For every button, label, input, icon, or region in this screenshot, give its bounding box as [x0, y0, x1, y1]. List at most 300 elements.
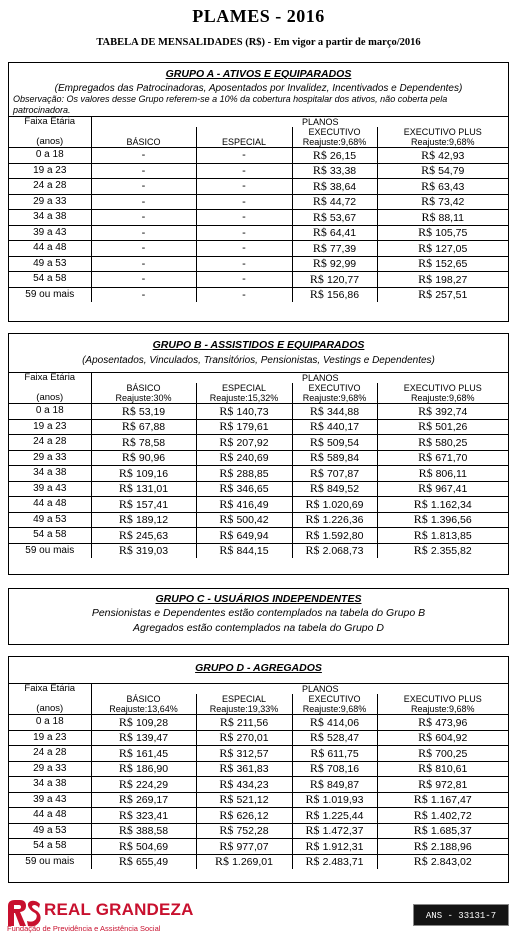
- especial-cell: -: [196, 241, 292, 257]
- basico-cell: [91, 839, 196, 855]
- basico-cell: [91, 497, 196, 513]
- currency-symbol: R$: [309, 465, 327, 480]
- price-value: 416,49: [236, 498, 269, 511]
- executivo-plus-cell: [377, 543, 508, 558]
- table-row: [9, 730, 508, 746]
- faixa-header: Faixa Etária: [9, 373, 91, 384]
- faixa-cell: 49 a 53: [9, 823, 91, 839]
- table-row: [9, 210, 508, 226]
- price-value: 414,06: [326, 716, 360, 729]
- currency-symbol: R$: [118, 481, 136, 496]
- planos-header: PLANOS: [292, 684, 377, 695]
- currency-symbol: R$: [312, 240, 330, 255]
- especial-cell: [196, 823, 292, 839]
- currency-symbol: R$: [305, 854, 323, 869]
- table-row: [9, 808, 508, 824]
- currency-symbol: R$: [219, 403, 237, 418]
- currency-symbol: R$: [309, 403, 327, 418]
- currency-symbol: R$: [309, 761, 327, 776]
- price-value: 54,79: [438, 165, 465, 178]
- executivo-plus-cell: [377, 466, 508, 482]
- logo-name: REAL GRANDEZA: [44, 900, 194, 919]
- currency-symbol: R$: [118, 807, 136, 822]
- price-value: 53,67: [329, 211, 357, 224]
- price-value: 139,47: [135, 732, 169, 745]
- executivo-plus-cell: [377, 404, 508, 420]
- table-row: [9, 823, 508, 839]
- currency-symbol: R$: [413, 496, 431, 511]
- grupo-d-table: [9, 683, 508, 869]
- currency-symbol: R$: [215, 854, 233, 869]
- currency-symbol: R$: [413, 527, 431, 542]
- currency-symbol: R$: [421, 209, 439, 224]
- price-value: 1.167,47: [430, 794, 472, 807]
- currency-symbol: R$: [219, 823, 237, 838]
- currency-symbol: R$: [121, 450, 139, 465]
- currency-symbol: R$: [118, 465, 136, 480]
- basico-cell: [91, 481, 196, 497]
- col-executivo-plus: EXECUTIVO PLUS: [377, 127, 508, 137]
- price-value: 156,86: [326, 289, 360, 302]
- basico-cell: [91, 746, 196, 762]
- price-value: 245,63: [135, 529, 169, 542]
- executivo-plus-cell: [377, 287, 508, 302]
- basico-cell: [91, 854, 196, 869]
- faixa-cell: 59 ou mais: [25, 855, 75, 867]
- price-value: 361,83: [236, 763, 269, 776]
- anos-header: (anos): [9, 393, 91, 404]
- price-value: 67,88: [138, 421, 166, 434]
- executivo-plus-cell: [377, 512, 508, 528]
- executivo-cell: [292, 466, 377, 482]
- executivo-plus-cell: [377, 715, 508, 731]
- executivo-plus-cell: [377, 256, 508, 272]
- price-value: 649,94: [236, 529, 269, 542]
- executivo-cell: [292, 194, 377, 210]
- price-value: 501,26: [435, 421, 468, 434]
- currency-symbol: R$: [219, 714, 237, 729]
- price-value: 77,39: [329, 242, 357, 255]
- currency-symbol: R$: [421, 147, 439, 162]
- basico-cell: [91, 450, 196, 466]
- currency-symbol: R$: [312, 209, 330, 224]
- currency-symbol: R$: [219, 512, 237, 527]
- currency-symbol: R$: [418, 271, 436, 286]
- currency-symbol: R$: [219, 496, 237, 511]
- price-value: 708,16: [326, 763, 360, 776]
- basico-cell: [91, 528, 196, 544]
- price-value: 186,90: [135, 763, 169, 776]
- price-value: 42,93: [438, 149, 465, 162]
- col-especial: ESPECIAL: [196, 694, 292, 704]
- col-executivo-plus: EXECUTIVO PLUS: [377, 694, 508, 704]
- faixa-cell: 49 a 53: [9, 256, 91, 272]
- faixa-cell: 49 a 53: [9, 512, 91, 528]
- price-value: 1.472,37: [322, 825, 364, 838]
- reajuste-basico: Reajuste:30%: [91, 393, 196, 404]
- executivo-cell: [292, 777, 377, 793]
- executivo-cell: [292, 256, 377, 272]
- reajuste-executivo: Reajuste:9,68%: [292, 137, 377, 148]
- price-value: 500,42: [236, 514, 269, 527]
- basico-cell: -: [91, 194, 196, 210]
- table-row: [9, 512, 508, 528]
- price-value: 1.162,34: [430, 498, 472, 511]
- price-value: 671,70: [435, 452, 468, 465]
- price-value: 707,87: [326, 467, 360, 480]
- currency-symbol: R$: [305, 838, 323, 853]
- grupo-a-subtitle: (Empregados das Patrocinadoras, Aposentados por Invalidez, Incentivados e Dependentes): [54, 83, 463, 94]
- currency-symbol: R$: [305, 527, 323, 542]
- price-value: 319,03: [135, 545, 169, 558]
- executivo-plus-cell: [377, 481, 508, 497]
- especial-cell: [196, 792, 292, 808]
- price-value: 1.019,93: [322, 794, 364, 807]
- price-value: 344,88: [326, 405, 360, 418]
- basico-cell: [91, 512, 196, 528]
- currency-symbol: R$: [312, 163, 330, 178]
- especial-cell: [196, 419, 292, 435]
- price-value: 1.269,01: [232, 856, 273, 869]
- faixa-cell: 39 a 43: [9, 792, 91, 808]
- anos-header: (anos): [9, 137, 91, 148]
- price-value: 1.912,31: [322, 840, 364, 853]
- currency-symbol: R$: [219, 419, 237, 434]
- price-value: 198,27: [435, 273, 468, 286]
- grupo-b-section: [8, 333, 509, 575]
- table-row: [9, 419, 508, 435]
- table-row: [9, 163, 508, 179]
- table-row: [9, 404, 508, 420]
- faixa-cell: 0 a 18: [9, 148, 91, 164]
- faixa-header: Faixa Etária: [9, 684, 91, 695]
- executivo-plus-cell: [377, 241, 508, 257]
- price-value: 844,15: [236, 545, 269, 558]
- table-row: [9, 746, 508, 762]
- price-value: 2.355,82: [430, 545, 472, 558]
- price-value: 211,56: [236, 716, 269, 729]
- especial-cell: -: [196, 287, 292, 302]
- price-value: 2.843,02: [430, 856, 472, 869]
- price-value: 131,01: [135, 483, 169, 496]
- price-value: 977,07: [236, 840, 269, 853]
- currency-symbol: R$: [118, 512, 136, 527]
- table-row: [9, 148, 508, 164]
- basico-cell: [91, 543, 196, 558]
- executivo-cell: [292, 543, 377, 558]
- table-row: [9, 466, 508, 482]
- price-value: 105,75: [435, 227, 468, 240]
- currency-symbol: R$: [309, 271, 327, 286]
- especial-cell: [196, 497, 292, 513]
- executivo-cell: [292, 435, 377, 451]
- currency-symbol: R$: [418, 287, 436, 302]
- especial-cell: [196, 715, 292, 731]
- price-value: 26,15: [329, 149, 357, 162]
- currency-symbol: R$: [219, 543, 237, 558]
- price-value: 1.592,80: [322, 529, 364, 542]
- faixa-cell: 44 a 48: [9, 808, 91, 824]
- price-value: 589,84: [326, 452, 360, 465]
- basico-cell: [91, 808, 196, 824]
- executivo-cell: [292, 761, 377, 777]
- currency-symbol: R$: [309, 481, 327, 496]
- currency-symbol: R$: [309, 714, 327, 729]
- table-row: [9, 435, 508, 451]
- price-value: 521,12: [236, 794, 269, 807]
- currency-symbol: R$: [219, 527, 237, 542]
- price-value: 269,17: [135, 794, 169, 807]
- price-value: 44,72: [329, 196, 357, 209]
- especial-cell: -: [196, 194, 292, 210]
- executivo-plus-cell: [377, 839, 508, 855]
- currency-symbol: R$: [312, 178, 330, 193]
- currency-symbol: R$: [418, 481, 436, 496]
- price-value: 655,49: [135, 856, 169, 869]
- col-executivo-plus: EXECUTIVO PLUS: [377, 383, 508, 393]
- currency-symbol: R$: [118, 714, 136, 729]
- reajuste-executivo: Reajuste:9,68%: [292, 393, 377, 404]
- price-value: 528,47: [326, 732, 360, 745]
- executivo-cell: [292, 746, 377, 762]
- currency-symbol: R$: [118, 761, 136, 776]
- currency-symbol: R$: [121, 419, 139, 434]
- executivo-cell: [292, 808, 377, 824]
- faixa-cell: 24 a 28: [9, 435, 91, 451]
- table-row: [9, 854, 508, 869]
- table-row: [9, 450, 508, 466]
- currency-symbol: R$: [421, 178, 439, 193]
- price-value: 1.020,69: [322, 498, 364, 511]
- faixa-header: Faixa Etária: [9, 117, 91, 128]
- grupo-c-section: [8, 588, 509, 645]
- especial-cell: [196, 450, 292, 466]
- basico-cell: -: [91, 241, 196, 257]
- price-value: 189,12: [135, 514, 169, 527]
- currency-symbol: R$: [418, 434, 436, 449]
- price-value: 127,05: [435, 242, 468, 255]
- price-value: 109,28: [135, 716, 169, 729]
- currency-symbol: R$: [309, 419, 327, 434]
- currency-symbol: R$: [312, 147, 330, 162]
- executivo-plus-cell: [377, 854, 508, 869]
- executivo-plus-cell: [377, 179, 508, 195]
- price-value: 388,58: [135, 825, 169, 838]
- price-value: 33,38: [329, 165, 357, 178]
- currency-symbol: R$: [312, 225, 330, 240]
- page-title: PLAMES - 2016: [192, 6, 325, 26]
- grupo-c-line2: Agregados estão contemplados na tabela do Grupo D: [132, 622, 384, 634]
- especial-cell: [196, 761, 292, 777]
- especial-cell: -: [196, 256, 292, 272]
- price-value: 972,81: [435, 778, 468, 791]
- grupo-d-title: GRUPO D - AGREGADOS: [195, 662, 322, 674]
- executivo-cell: [292, 225, 377, 241]
- col-basico: BÁSICO: [91, 383, 196, 393]
- price-value: 810,61: [435, 763, 468, 776]
- currency-symbol: R$: [418, 240, 436, 255]
- executivo-cell: [292, 823, 377, 839]
- price-value: 1.225,44: [322, 809, 364, 822]
- executivo-plus-cell: [377, 163, 508, 179]
- executivo-cell: [292, 148, 377, 164]
- price-value: 2.068,73: [322, 545, 364, 558]
- currency-symbol: R$: [418, 776, 436, 791]
- especial-cell: [196, 543, 292, 558]
- especial-cell: [196, 404, 292, 420]
- faixa-cell: 24 a 28: [9, 179, 91, 195]
- basico-cell: [91, 777, 196, 793]
- currency-symbol: R$: [312, 256, 330, 271]
- faixa-cell: 34 a 38: [9, 466, 91, 482]
- executivo-plus-cell: [377, 450, 508, 466]
- price-value: 240,69: [236, 452, 269, 465]
- basico-cell: [91, 761, 196, 777]
- grupo-a-section: [8, 62, 509, 322]
- grupo-c-line1: Pensionistas e Dependentes estão contemplados na tabela do Grupo B: [91, 607, 426, 619]
- price-value: 312,57: [236, 747, 269, 760]
- currency-symbol: R$: [413, 543, 431, 558]
- currency-symbol: R$: [309, 730, 327, 745]
- col-executivo: EXECUTIVO: [292, 127, 377, 137]
- faixa-cell: 19 a 23: [9, 419, 91, 435]
- price-value: 88,11: [438, 211, 464, 224]
- basico-cell: -: [91, 148, 196, 164]
- price-value: 323,41: [135, 809, 169, 822]
- currency-symbol: R$: [309, 434, 327, 449]
- executivo-cell: [292, 287, 377, 302]
- price-value: 392,74: [435, 405, 468, 418]
- faixa-cell: 54 a 58: [9, 839, 91, 855]
- faixa-cell: 29 a 33: [9, 761, 91, 777]
- basico-cell: [91, 823, 196, 839]
- especial-cell: [196, 730, 292, 746]
- table-row: [9, 777, 508, 793]
- executivo-cell: [292, 715, 377, 731]
- basico-cell: -: [91, 225, 196, 241]
- currency-symbol: R$: [305, 807, 323, 822]
- price-value: 1.813,85: [430, 529, 472, 542]
- price-value: 1.685,37: [430, 825, 472, 838]
- executivo-plus-cell: [377, 808, 508, 824]
- currency-symbol: R$: [418, 419, 436, 434]
- price-value: 473,96: [435, 716, 468, 729]
- grupo-b-subtitle: (Aposentados, Vinculados, Transitórios, Pensionistas, Vestings e Dependentes): [82, 355, 435, 366]
- table-row: [9, 497, 508, 513]
- basico-cell: [91, 466, 196, 482]
- basico-cell: [91, 404, 196, 420]
- executivo-plus-cell: [377, 823, 508, 839]
- table-row: [9, 761, 508, 777]
- executivo-cell: [292, 512, 377, 528]
- currency-symbol: R$: [418, 225, 436, 240]
- faixa-cell: 54 a 58: [9, 528, 91, 544]
- especial-cell: [196, 512, 292, 528]
- price-value: 224,29: [135, 778, 169, 791]
- executivo-plus-cell: [377, 746, 508, 762]
- currency-symbol: R$: [413, 823, 431, 838]
- reajuste-executivo-plus: Reajuste:9,68%: [377, 704, 508, 715]
- currency-symbol: R$: [309, 776, 327, 791]
- currency-symbol: R$: [118, 823, 136, 838]
- price-value: 626,12: [236, 809, 269, 822]
- basico-cell: [91, 419, 196, 435]
- reajuste-executivo-plus: Reajuste:9,68%: [377, 137, 508, 148]
- executivo-plus-cell: [377, 148, 508, 164]
- executivo-cell: [292, 839, 377, 855]
- price-value: 63,43: [438, 180, 465, 193]
- price-value: 78,58: [138, 436, 166, 449]
- logo-tagline: Fundação de Previdência e Assistência Social: [7, 924, 161, 933]
- basico-cell: [91, 715, 196, 731]
- price-value: 73,42: [438, 196, 465, 209]
- price-value: 604,92: [435, 732, 468, 745]
- price-value: 2.483,71: [322, 856, 364, 869]
- reajuste-executivo: Reajuste:9,68%: [292, 704, 377, 715]
- price-value: 207,92: [236, 436, 269, 449]
- grupo-a-title: GRUPO A - ATIVOS E EQUIPARADOS: [165, 68, 352, 80]
- price-value: 53,19: [138, 405, 166, 418]
- currency-symbol: R$: [219, 761, 237, 776]
- executivo-cell: [292, 241, 377, 257]
- col-basico: BÁSICO: [91, 694, 196, 704]
- currency-symbol: R$: [219, 450, 237, 465]
- currency-symbol: R$: [118, 792, 136, 807]
- table-row: [9, 839, 508, 855]
- reajuste-especial: Reajuste:15,32%: [196, 393, 292, 404]
- price-value: 1.396,56: [430, 514, 472, 527]
- executivo-plus-cell: [377, 528, 508, 544]
- price-value: 161,45: [135, 747, 169, 760]
- faixa-cell: 44 a 48: [9, 241, 91, 257]
- currency-symbol: R$: [418, 256, 436, 271]
- col-basico: BÁSICO: [91, 137, 196, 148]
- price-value: 806,11: [435, 467, 467, 480]
- currency-symbol: R$: [219, 481, 237, 496]
- currency-symbol: R$: [118, 854, 136, 869]
- price-value: 504,69: [135, 840, 169, 853]
- currency-symbol: R$: [219, 745, 237, 760]
- executivo-cell: [292, 792, 377, 808]
- currency-symbol: R$: [219, 807, 237, 822]
- currency-symbol: R$: [118, 745, 136, 760]
- currency-symbol: R$: [219, 465, 237, 480]
- table-row: [9, 194, 508, 210]
- grupo-a-observation: Observação: Os valores desse Grupo referem-se a 10% da cobertura hospitalar dos ativos, não coberta pela patrocinadora.: [13, 94, 448, 115]
- currency-symbol: R$: [309, 287, 327, 302]
- faixa-cell: 29 a 33: [9, 450, 91, 466]
- grupo-b-table: [9, 372, 508, 558]
- especial-cell: [196, 808, 292, 824]
- faixa-cell: 39 a 43: [9, 225, 91, 241]
- faixa-cell: 44 a 48: [9, 497, 91, 513]
- price-value: 120,77: [326, 273, 360, 286]
- price-value: 90,96: [138, 452, 166, 465]
- executivo-cell: [292, 730, 377, 746]
- price-value: 509,54: [326, 436, 360, 449]
- col-especial: ESPECIAL: [196, 383, 292, 393]
- faixa-cell: 59 ou mais: [25, 544, 75, 556]
- basico-cell: -: [91, 163, 196, 179]
- price-value: 849,87: [326, 778, 360, 791]
- executivo-plus-cell: [377, 419, 508, 435]
- price-value: 152,65: [435, 258, 468, 271]
- currency-symbol: R$: [219, 434, 237, 449]
- especial-cell: [196, 854, 292, 869]
- executivo-cell: [292, 404, 377, 420]
- table-row: [9, 241, 508, 257]
- currency-symbol: R$: [413, 512, 431, 527]
